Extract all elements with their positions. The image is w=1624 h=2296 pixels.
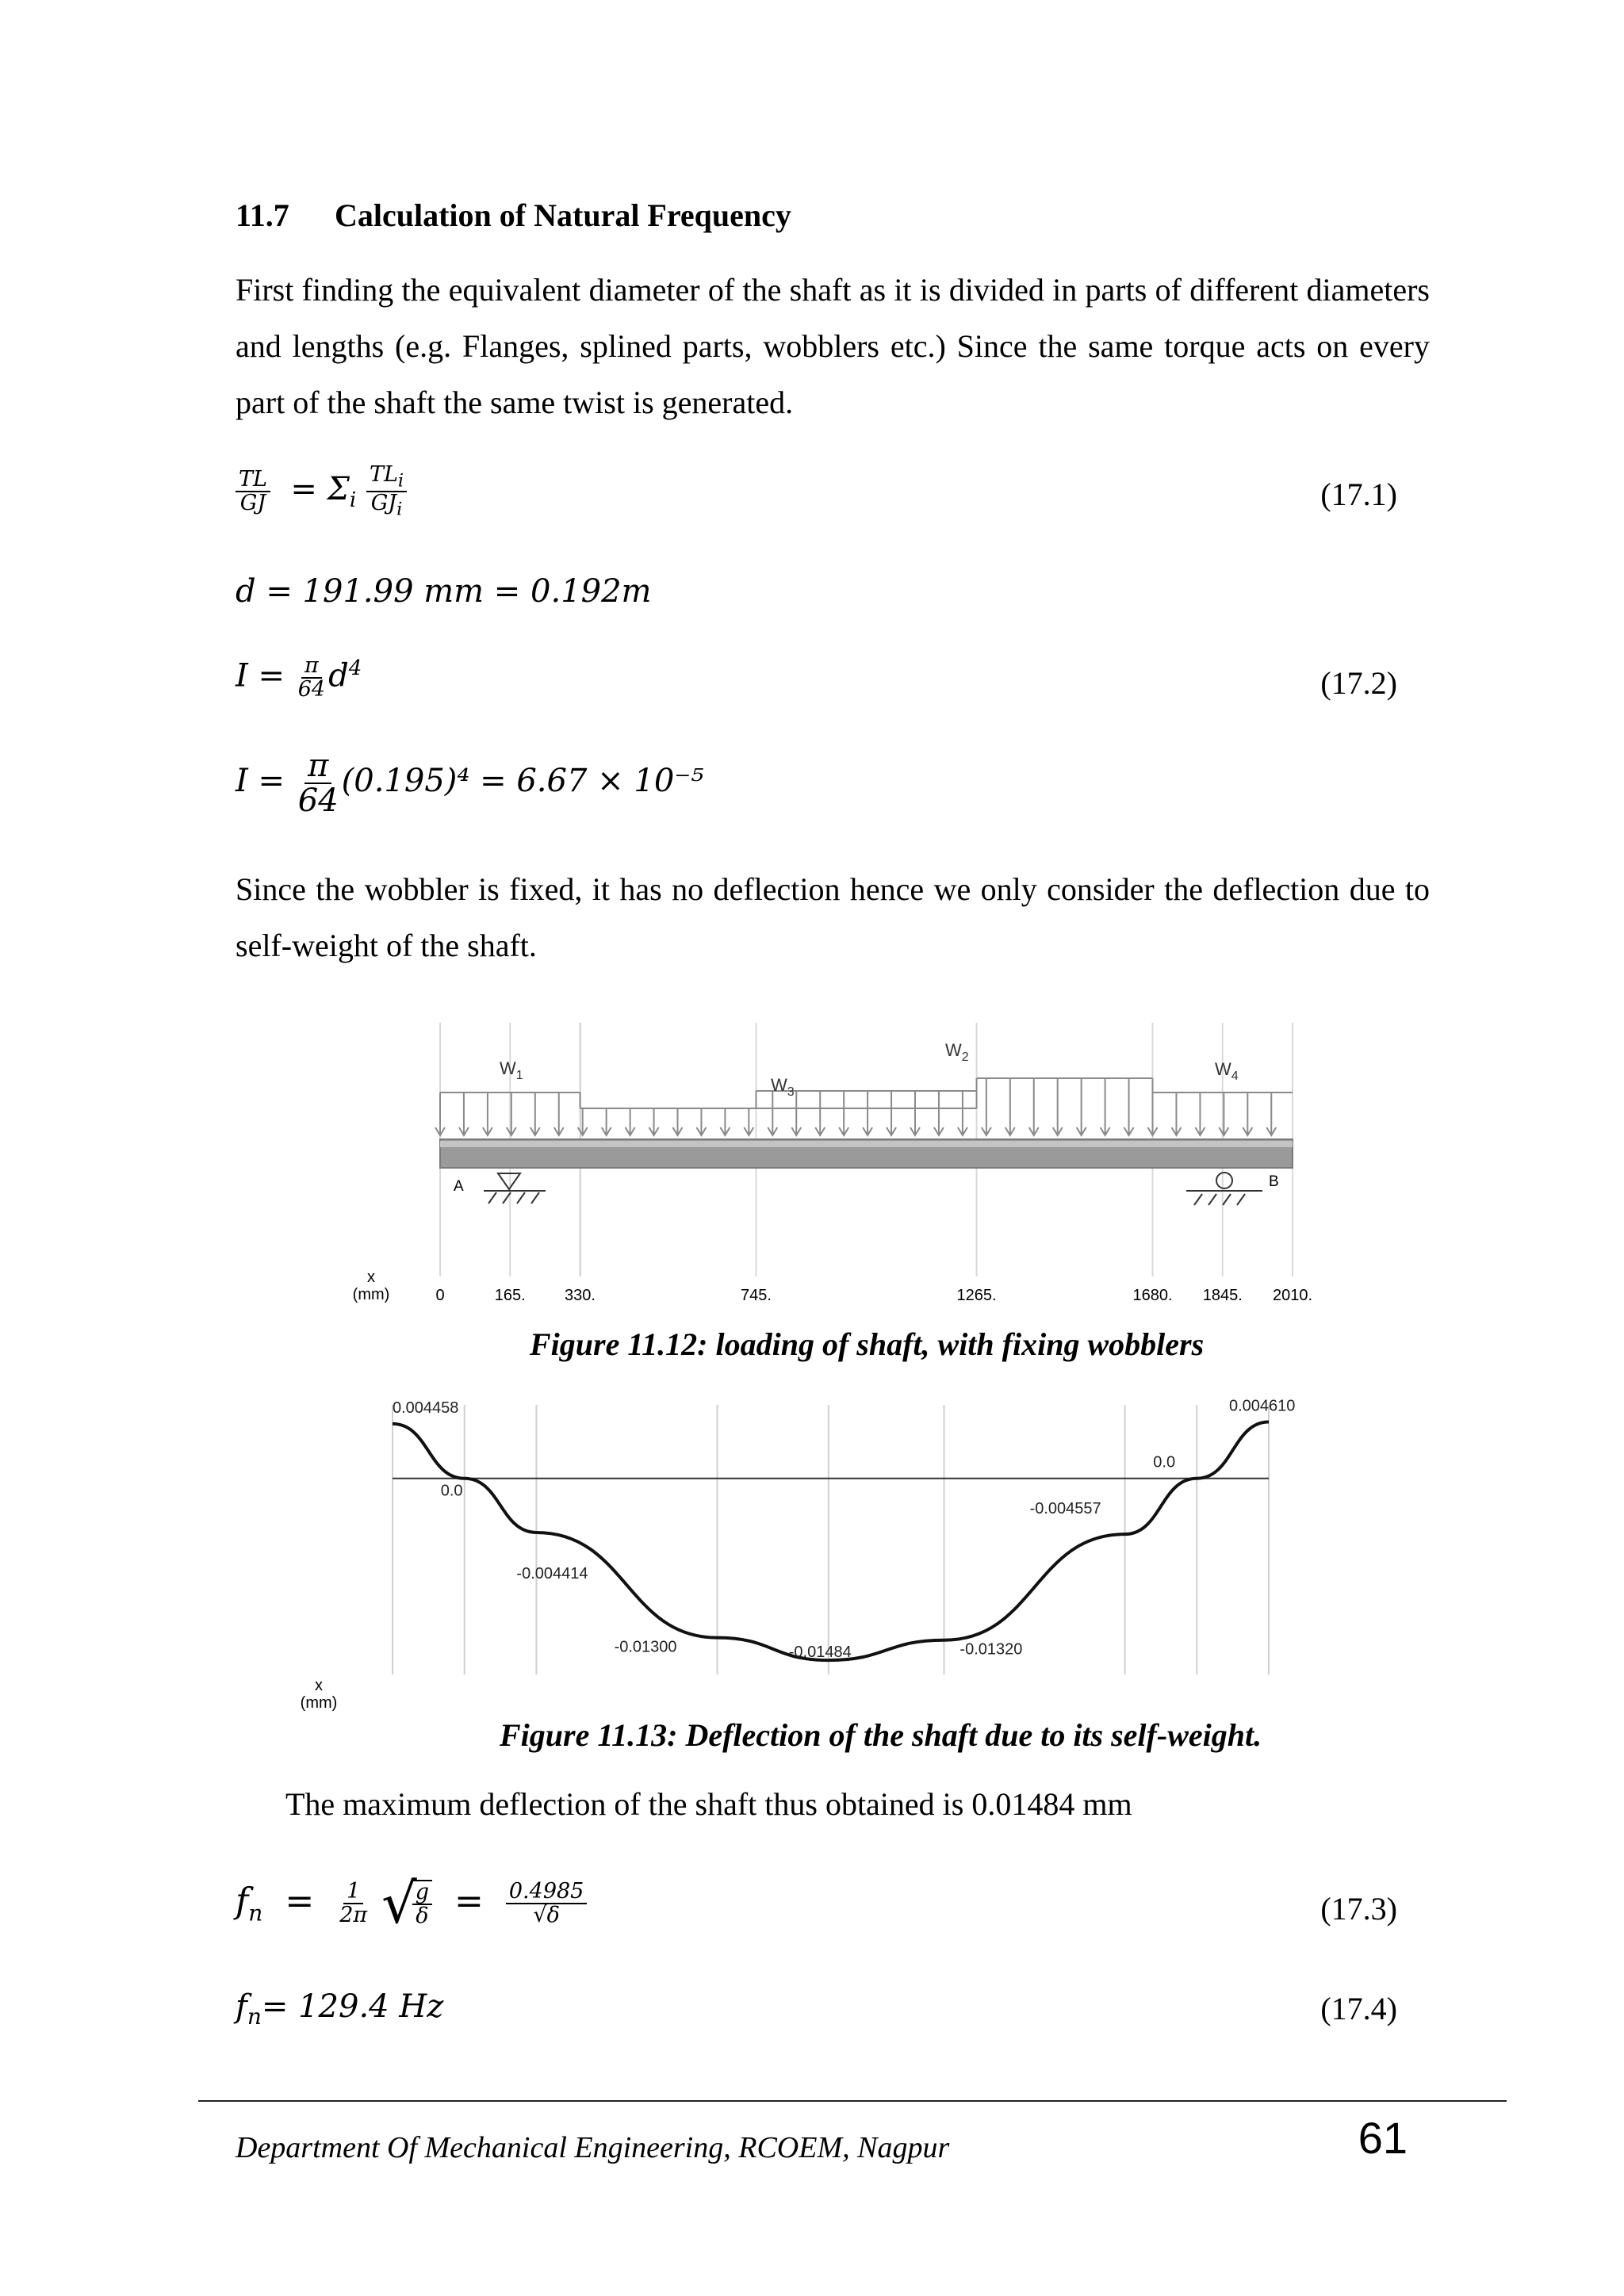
equation-17-2: I = $\frac{\pi}{64}$ $d^4$ [236, 653, 362, 702]
load-arrow [673, 1108, 683, 1135]
load-arrow [1053, 1078, 1063, 1135]
deflection-value-label: -0.01300 [614, 1638, 677, 1656]
max-deflection-sentence: The maximum deflection of the shaft thus obtained is 0.01484 mm [285, 1786, 1132, 1822]
fn-value: = 129.4 Hz [261, 1988, 444, 2025]
load-label-w3: $W_3$ [771, 1075, 795, 1099]
load-arrow [530, 1093, 540, 1135]
deflection-curve [393, 1422, 1269, 1660]
load-arrow [839, 1091, 848, 1135]
load-arrow [815, 1091, 825, 1135]
shaft-highlight [440, 1141, 1293, 1147]
load-arrow [1124, 1078, 1134, 1135]
wobbler-paragraph: Since the wobbler is fixed, it has no deflection hence we only consider the deflection due to self-weight of the shaft. [236, 871, 1430, 963]
figure-13-axis-unit: (mm) [300, 1694, 338, 1712]
load-arrow [507, 1093, 516, 1135]
figure-12-tick-label: 0 [435, 1287, 445, 1304]
deflection-value-label: -0.01484 [788, 1644, 852, 1662]
load-arrow [1243, 1093, 1252, 1135]
deflection-value-label: 0.004610 [1229, 1397, 1296, 1415]
load-arrow [958, 1091, 967, 1135]
equation-17-3: $f_n$ = $\frac{1}{2\pi}$ √ $\frac{g}{\delta}$ = $\frac{0.4985}{√\delta}$ [236, 1871, 587, 1936]
load-arrow [982, 1078, 991, 1135]
figure-12-tick-label: 165. [494, 1287, 526, 1304]
load-label-w2: $W_2$ [945, 1040, 969, 1064]
deflection-value-label: -0.004414 [516, 1564, 588, 1582]
footer-department: Department Of Mechanical Engineering, RCOEM, Nagpur [236, 2131, 950, 2164]
pin-support-A [484, 1173, 546, 1203]
load-arrow [435, 1093, 445, 1135]
section-heading [236, 197, 791, 234]
deflection-value-label: 0.0 [440, 1482, 463, 1500]
load-arrow [1077, 1078, 1086, 1135]
load-arrow [768, 1091, 777, 1135]
load-arrow [626, 1108, 635, 1135]
eq3-numerator: 0.4985 [506, 1881, 587, 1904]
load-arrow [1029, 1078, 1039, 1135]
support-label-A: A [454, 1178, 464, 1195]
moment-of-inertia-value: (0.195)⁴ = 6.67 × 10⁻⁵ [341, 763, 704, 799]
deflection-chart [285, 1389, 1356, 1722]
figure-12-axis-x: x [367, 1269, 375, 1286]
load-arrow [459, 1093, 469, 1135]
load-arrow [934, 1091, 944, 1135]
footer-rule [198, 2100, 1507, 2102]
equation-17-4: $f_n= 129.4$ Hz [236, 1988, 444, 2030]
load-arrow [696, 1108, 706, 1135]
section-number: 11.7 [236, 197, 289, 233]
deflection-value-label: -0.01320 [959, 1640, 1023, 1659]
load-label-w4: $W_4$ [1215, 1059, 1239, 1083]
load-arrow [602, 1108, 611, 1135]
load-arrow [554, 1093, 564, 1135]
load-arrow [910, 1091, 920, 1135]
figure-13-caption: Figure 11.13: Deflection of the shaft due to its self-weight. [500, 1717, 1262, 1753]
load-arrow [887, 1091, 896, 1135]
figure-12-caption: Figure 11.12: loading of shaft, with fixing wobblers [530, 1326, 1205, 1362]
deflection-value-label: 0.004458 [393, 1399, 459, 1417]
load-arrow [1195, 1093, 1205, 1135]
load-arrow [720, 1108, 730, 1135]
figure-12-tick-label: 745. [740, 1287, 772, 1304]
moment-of-inertia-line: I = $\frac{\pi}{64}$ (0.195)⁴ = 6.67 × 10⁻⁵ [236, 748, 704, 819]
figure-12-tick-label: 1265. [956, 1287, 997, 1304]
figure-12-tick-label: 1845. [1202, 1287, 1243, 1304]
distributed-load-outline [440, 1078, 1293, 1108]
diameter-line: d = 191.99 mm = 0.192m [236, 573, 652, 610]
load-arrow [863, 1091, 872, 1135]
equation-number-17-2: (17.2) [1320, 665, 1397, 701]
deflection-value-label: 0.0 [1153, 1453, 1176, 1471]
load-arrow [1219, 1093, 1228, 1135]
shaft-loading-figure [333, 1007, 1332, 1316]
load-arrow [1171, 1093, 1181, 1135]
deflection-value-label: -0.004557 [1029, 1500, 1101, 1518]
load-label-w1: $W_1$ [500, 1058, 523, 1082]
figure-12-tick-label: 330. [565, 1287, 596, 1304]
figure-12-tick-label: 2010. [1272, 1287, 1313, 1304]
figure-13-axis-x: x [315, 1677, 323, 1694]
equation-number-17-3: (17.3) [1320, 1891, 1397, 1927]
load-arrow [744, 1108, 753, 1135]
load-arrow [1148, 1093, 1158, 1135]
load-arrow [649, 1108, 659, 1135]
intro-paragraph: First finding the equivalent diameter of the shaft as it is divided in parts of different diameters and lengths (e.g. Flanges, splined parts, wobblers etc.) Since the same torque acts on every part of the shaft the same twist is generated. [236, 272, 1430, 420]
load-arrow [483, 1093, 492, 1135]
roller-support-B [1186, 1173, 1262, 1205]
equation-number-17-1: (17.1) [1320, 476, 1397, 512]
load-arrow [1101, 1078, 1110, 1135]
section-title: Calculation of Natural Frequency [335, 197, 791, 233]
support-label-B: B [1269, 1173, 1279, 1190]
figure-12-tick-label: 1680. [1132, 1287, 1173, 1304]
equation-number-17-4: (17.4) [1320, 1991, 1397, 2026]
figure-12-axis-unit: (mm) [352, 1286, 390, 1303]
load-arrow [1005, 1078, 1015, 1135]
equation-17-1: $\frac{TL}{GJ}$ = $\Sigma_i$ $\frac{TL_i}{GJ_i}$ [236, 464, 407, 519]
load-arrow [1266, 1093, 1276, 1135]
page-number: 61 [1358, 2113, 1408, 2163]
